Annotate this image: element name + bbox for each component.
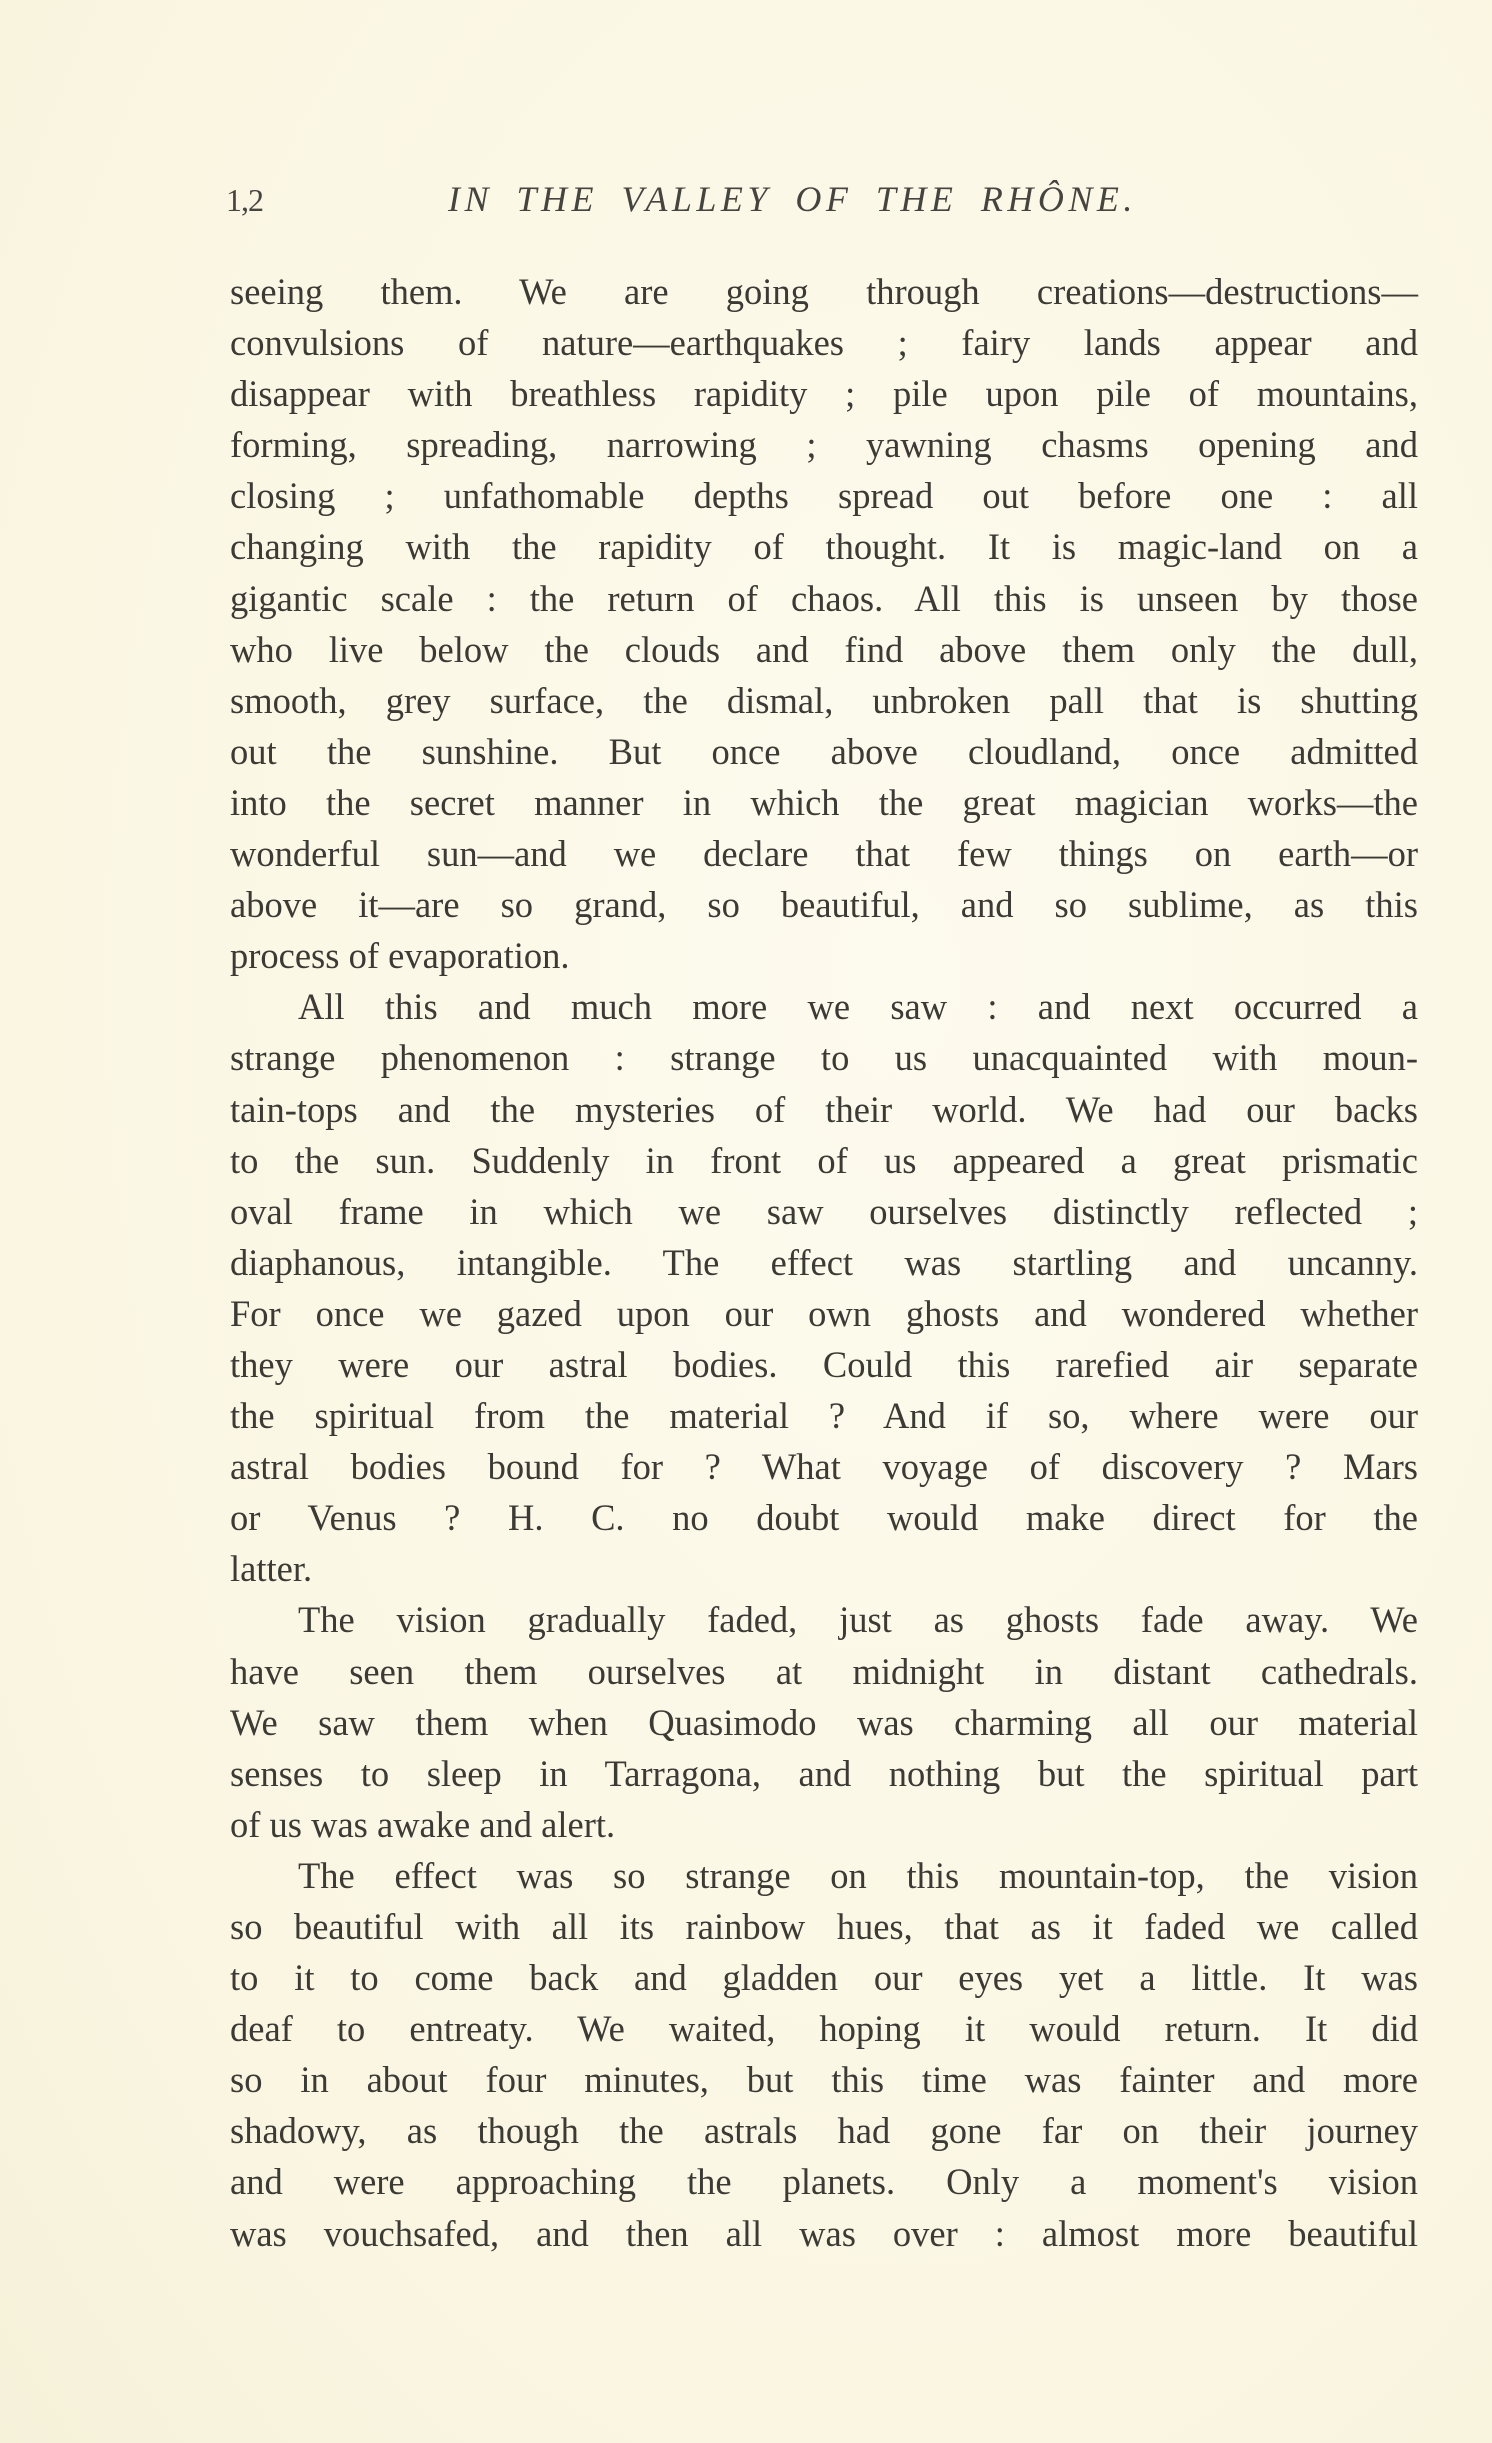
text-line: was vouchsafed, and then all was over : almost more beautiful xyxy=(230,2212,1418,2254)
text-line: have seen them ourselves at midnight in distant cathedrals. xyxy=(230,1650,1418,1692)
text-line: seeing them. We are going through creations—destructions— xyxy=(230,271,1418,312)
text-line: senses to sleep in Tarragona, and nothing but the spiritual part xyxy=(230,1752,1418,1794)
text-line: We saw them when Quasimodo was charming all our material xyxy=(230,1701,1418,1743)
text-line: closing ; unfathomable depths spread out before one : all xyxy=(230,475,1418,517)
running-head xyxy=(226,178,1418,228)
text-line: so beautiful with all its rainbow hues, that as it faded we called xyxy=(230,1906,1418,1947)
text-line: forming, spreading, narrowing ; yawning chasms opening and xyxy=(230,424,1418,466)
text-line: to it to come back and gladden our eyes yet a little. It was xyxy=(230,1957,1418,1999)
text-line: to the sun. Suddenly in front of us appeared a great prismatic xyxy=(230,1139,1418,1181)
text-line: or Venus ? H. C. no doubt would make direct for the xyxy=(230,1497,1418,1539)
text-line: the spiritual from the material ? And if so, where were our xyxy=(230,1395,1418,1437)
text-line: changing with the rapidity of thought. It is magic-land on a xyxy=(230,526,1418,568)
text-line: oval frame in which we saw ourselves distinctly reflected ; xyxy=(230,1190,1418,1232)
text-line: who live below the clouds and find above them only the dull, xyxy=(230,628,1418,670)
text-line: disappear with breathless rapidity ; pile upon pile of mountains, xyxy=(230,373,1418,415)
text-line: deaf to entreaty. We waited, hoping it would return. It did xyxy=(230,2008,1418,2050)
text-line: wonderful sun—and we declare that few things on earth—or xyxy=(230,833,1418,875)
text-line: smooth, grey surface, the dismal, unbroken pall that is shutting xyxy=(230,679,1418,721)
paragraph xyxy=(230,1850,1418,2259)
text-line: above it—are so grand, so beautiful, and so sublime, as this xyxy=(230,884,1418,926)
text-line: For once we gazed upon our own ghosts and wondered whether xyxy=(230,1292,1418,1334)
text-line: into the secret manner in which the great magician works—the xyxy=(230,781,1418,823)
text-line: latter. xyxy=(230,1548,313,1590)
text-line: tain-tops and the mysteries of their world. We had our backs xyxy=(230,1088,1418,1130)
text-line: they were our astral bodies. Could this rarefied air separate xyxy=(230,1343,1418,1385)
text-line: The vision gradually faded, just as ghosts fade away. We xyxy=(298,1599,1418,1641)
text-line: out the sunshine. But once above cloudland, once admitted xyxy=(230,730,1418,772)
text-line: so in about four minutes, but this time was fainter and more xyxy=(230,2059,1418,2101)
running-title: IN THE VALLEY OF THE RHÔNE. xyxy=(448,179,1137,219)
text-line: diaphanous, intangible. The effect was startling and uncanny. xyxy=(230,1241,1418,1283)
paragraph xyxy=(230,981,1418,1594)
text-line: convulsions of nature—earthquakes ; fairy lands appear and xyxy=(230,322,1418,364)
text-line: of us was awake and alert. xyxy=(230,1803,616,1845)
text-line: gigantic scale : the return of chaos. All this is unseen by those xyxy=(230,577,1418,619)
text-line: and were approaching the planets. Only a moment's vision xyxy=(230,2161,1418,2203)
text-line: strange phenomenon : strange to us unacquainted with moun- xyxy=(230,1037,1418,1079)
body-text xyxy=(230,266,1418,2259)
text-line: All this and much more we saw : and next occurred a xyxy=(298,986,1418,1028)
text-line: process of evaporation. xyxy=(230,935,570,977)
text-line: astral bodies bound for ? What voyage of discovery ? Mars xyxy=(230,1446,1418,1488)
page-number: 1,2 xyxy=(226,182,263,218)
text-line: The effect was so strange on this mountain-top, the vision xyxy=(298,1854,1418,1896)
paragraph xyxy=(230,266,1418,981)
text-line: shadowy, as though the astrals had gone far on their journey xyxy=(230,2110,1418,2152)
paragraph xyxy=(230,1594,1418,1849)
